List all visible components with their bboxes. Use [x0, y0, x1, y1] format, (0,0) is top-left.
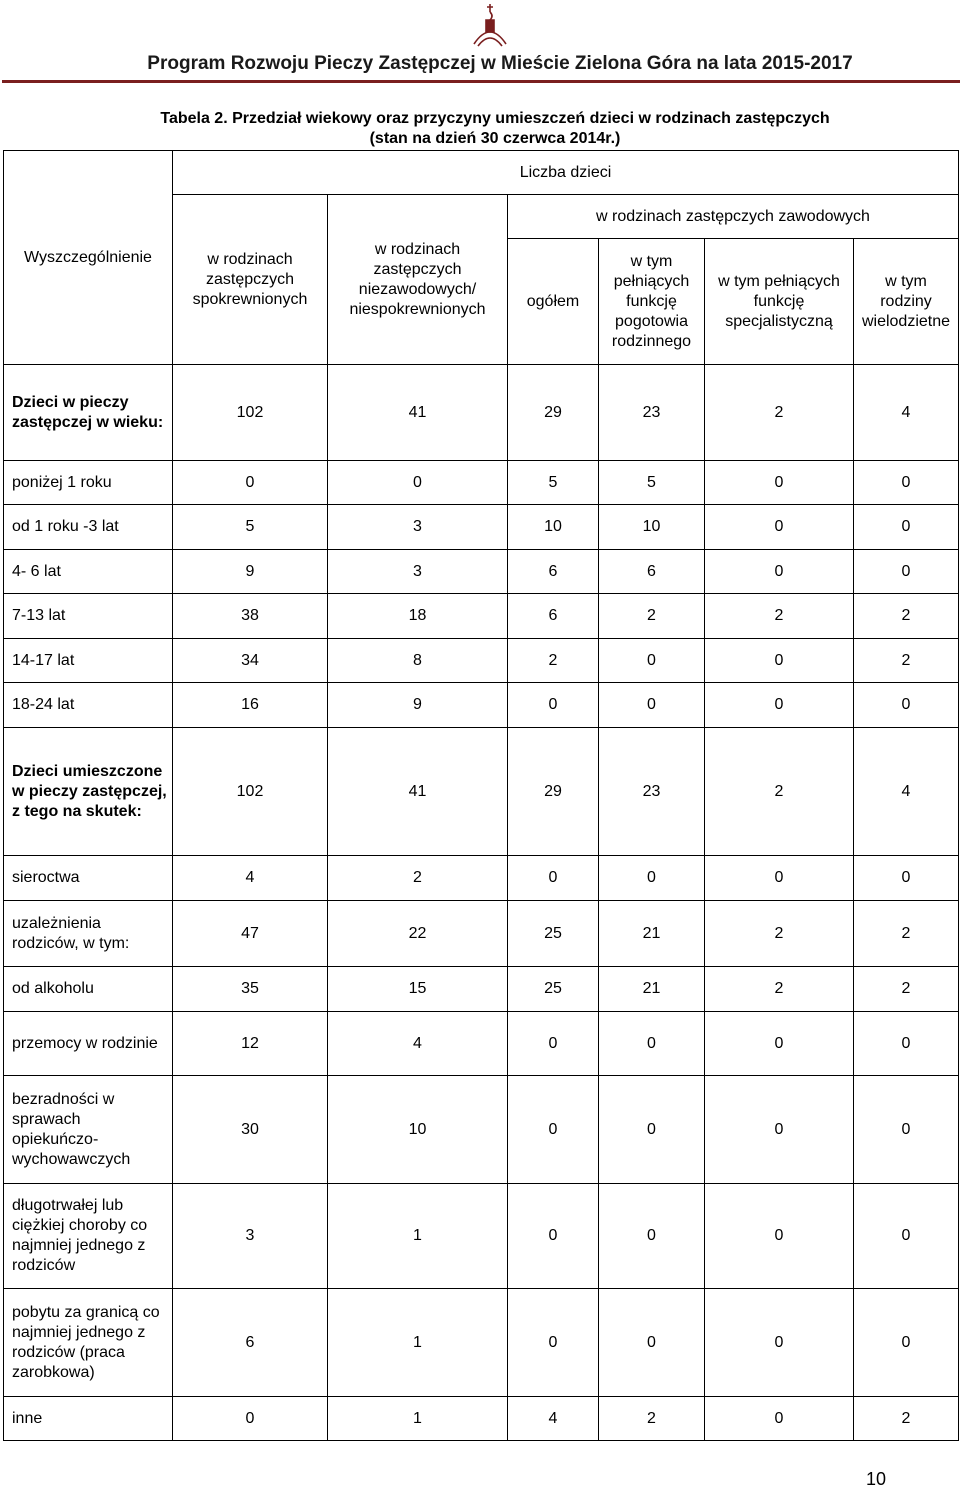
cell-value: 0 — [599, 1012, 705, 1076]
table-row — [4, 550, 959, 594]
header-ogolem: ogółem — [508, 239, 599, 365]
cell-value: 0 — [599, 1076, 705, 1184]
header-specjalistyczna: w tym pełniących funkcję specjalistyczną — [705, 239, 854, 365]
cell-value: 1 — [328, 1184, 508, 1289]
cell-value: 0 — [705, 550, 854, 594]
cell-value: 1 — [328, 1289, 508, 1397]
cell-value: 0 — [854, 1076, 959, 1184]
cell-value: 3 — [328, 505, 508, 550]
header-spokrewnione: w rodzinach zastępczych spokrewnionych — [173, 195, 328, 365]
cell-value: 41 — [328, 728, 508, 856]
cell-value: 6 — [173, 1289, 328, 1397]
table-row — [4, 967, 959, 1012]
row-label: Dzieci umieszczone w pieczy zastępczej, z tego na skutek: — [4, 728, 173, 856]
cell-value: 102 — [173, 728, 328, 856]
cell-value: 9 — [173, 550, 328, 594]
cell-value: 0 — [508, 1076, 599, 1184]
row-label: długotrwałej lub ciężkiej choroby co najmniej jednego z rodziców — [4, 1184, 173, 1289]
table-row — [4, 856, 959, 901]
cell-value: 30 — [173, 1076, 328, 1184]
cell-value: 0 — [854, 550, 959, 594]
table-row — [4, 683, 959, 728]
cell-value: 29 — [508, 365, 599, 461]
cell-value: 2 — [854, 967, 959, 1012]
cell-value: 23 — [599, 728, 705, 856]
cell-value: 4 — [173, 856, 328, 901]
church-tower-logo-icon — [470, 2, 510, 48]
row-label: bezradności w sprawach opiekuńczo-wychowawczych — [4, 1076, 173, 1184]
placement-table — [3, 150, 959, 1441]
cell-value: 10 — [599, 505, 705, 550]
table-row — [4, 1289, 959, 1397]
cell-value: 21 — [599, 901, 705, 967]
table-row — [4, 728, 959, 856]
cell-value: 1 — [328, 1397, 508, 1441]
cell-value: 16 — [173, 683, 328, 728]
table-body — [4, 365, 959, 1441]
cell-value: 2 — [854, 901, 959, 967]
cell-value: 25 — [508, 967, 599, 1012]
cell-value: 2 — [705, 967, 854, 1012]
cell-value: 2 — [854, 639, 959, 683]
cell-value: 2 — [854, 594, 959, 639]
row-label: od alkoholu — [4, 967, 173, 1012]
cell-value: 0 — [599, 1184, 705, 1289]
cell-value: 0 — [854, 505, 959, 550]
cell-value: 9 — [328, 683, 508, 728]
cell-value: 5 — [599, 461, 705, 505]
cell-value: 0 — [508, 1184, 599, 1289]
row-label: przemocy w rodzinie — [4, 1012, 173, 1076]
row-label: 7-13 lat — [4, 594, 173, 639]
cell-value: 35 — [173, 967, 328, 1012]
table-row — [4, 594, 959, 639]
cell-value: 0 — [854, 1289, 959, 1397]
cell-value: 0 — [854, 683, 959, 728]
cell-value: 2 — [328, 856, 508, 901]
header-rule — [2, 80, 960, 83]
cell-value: 0 — [508, 856, 599, 901]
cell-value: 0 — [705, 1184, 854, 1289]
caption-line-2: (stan na dzień 30 czerwca 2014r.) — [369, 130, 621, 147]
caption-line-1: Tabela 2. Przedział wiekowy oraz przyczyny umieszczeń dzieci w rodzinach zastępczych — [160, 110, 830, 127]
cell-value: 6 — [508, 550, 599, 594]
cell-value: 0 — [173, 1397, 328, 1441]
cell-value: 18 — [328, 594, 508, 639]
cell-value: 0 — [705, 856, 854, 901]
cell-value: 12 — [173, 1012, 328, 1076]
cell-value: 6 — [599, 550, 705, 594]
cell-value: 0 — [705, 461, 854, 505]
cell-value: 0 — [705, 1076, 854, 1184]
page-number: 10 — [866, 1469, 887, 1489]
cell-value: 29 — [508, 728, 599, 856]
cell-value: 2 — [705, 365, 854, 461]
cell-value: 22 — [328, 901, 508, 967]
cell-value: 10 — [328, 1076, 508, 1184]
cell-value: 0 — [705, 683, 854, 728]
cell-value: 2 — [508, 639, 599, 683]
header-niezawodowe: w rodzinach zastępczych niezawodowych/ niespokrewnionych — [328, 195, 508, 365]
cell-value: 4 — [328, 1012, 508, 1076]
cell-value: 0 — [508, 1012, 599, 1076]
cell-value: 0 — [854, 1184, 959, 1289]
row-label: poniżej 1 roku — [4, 461, 173, 505]
cell-value: 0 — [173, 461, 328, 505]
row-label: od 1 roku -3 lat — [4, 505, 173, 550]
row-label: 4- 6 lat — [4, 550, 173, 594]
row-label: uzależnienia rodziców, w tym: — [4, 901, 173, 967]
cell-value: 0 — [705, 1289, 854, 1397]
table-caption — [60, 109, 930, 149]
cell-value: 0 — [705, 1397, 854, 1441]
cell-value: 47 — [173, 901, 328, 967]
row-label: 14-17 lat — [4, 639, 173, 683]
table-row — [4, 1012, 959, 1076]
row-label: pobytu za granicą co najmniej jednego z rodziców (praca zarobkowa) — [4, 1289, 173, 1397]
cell-value: 2 — [854, 1397, 959, 1441]
cell-value: 0 — [599, 639, 705, 683]
table-row — [4, 639, 959, 683]
cell-value: 4 — [854, 728, 959, 856]
cell-value: 0 — [508, 683, 599, 728]
cell-value: 21 — [599, 967, 705, 1012]
cell-value: 2 — [705, 594, 854, 639]
header-pogotowie: w tym pełniących funkcję pogotowia rodzinnego — [599, 239, 705, 365]
cell-value: 0 — [705, 505, 854, 550]
row-label: 18-24 lat — [4, 683, 173, 728]
cell-value: 0 — [854, 1012, 959, 1076]
cell-value: 102 — [173, 365, 328, 461]
cell-value: 34 — [173, 639, 328, 683]
cell-value: 10 — [508, 505, 599, 550]
cell-value: 3 — [328, 550, 508, 594]
cell-value: 5 — [508, 461, 599, 505]
cell-value: 8 — [328, 639, 508, 683]
cell-value: 25 — [508, 901, 599, 967]
table-row — [4, 505, 959, 550]
cell-value: 23 — [599, 365, 705, 461]
cell-value: 2 — [599, 1397, 705, 1441]
header-zawodowe: w rodzinach zastępczych zawodowych — [508, 195, 959, 239]
row-label: sieroctwa — [4, 856, 173, 901]
table-row — [4, 1076, 959, 1184]
header-wyszczegolnienie: Wyszczególnienie — [4, 151, 173, 365]
table-row — [4, 1397, 959, 1441]
table-row — [4, 1184, 959, 1289]
table-row — [4, 365, 959, 461]
cell-value: 0 — [854, 461, 959, 505]
cell-value: 41 — [328, 365, 508, 461]
header-title: Program Rozwoju Pieczy Zastępczej w Mieście Zielona Góra na lata 2015-2017 — [147, 53, 853, 74]
cell-value: 0 — [599, 1289, 705, 1397]
cell-value: 0 — [599, 683, 705, 728]
cell-value: 0 — [854, 856, 959, 901]
cell-value: 0 — [705, 639, 854, 683]
cell-value: 3 — [173, 1184, 328, 1289]
cell-value: 2 — [705, 901, 854, 967]
cell-value: 15 — [328, 967, 508, 1012]
header-liczba-dzieci: Liczba dzieci — [173, 151, 959, 195]
cell-value: 4 — [508, 1397, 599, 1441]
table-row — [4, 901, 959, 967]
cell-value: 6 — [508, 594, 599, 639]
table-row — [4, 461, 959, 505]
cell-value: 5 — [173, 505, 328, 550]
row-label: Dzieci w pieczy zastępczej w wieku: — [4, 365, 173, 461]
cell-value: 0 — [508, 1289, 599, 1397]
cell-value: 2 — [599, 594, 705, 639]
cell-value: 0 — [599, 856, 705, 901]
header-wielodzietne: w tym rodziny wielodzietne — [854, 239, 959, 365]
cell-value: 38 — [173, 594, 328, 639]
cell-value: 0 — [705, 1012, 854, 1076]
row-label: inne — [4, 1397, 173, 1441]
cell-value: 4 — [854, 365, 959, 461]
cell-value: 0 — [328, 461, 508, 505]
cell-value: 2 — [705, 728, 854, 856]
